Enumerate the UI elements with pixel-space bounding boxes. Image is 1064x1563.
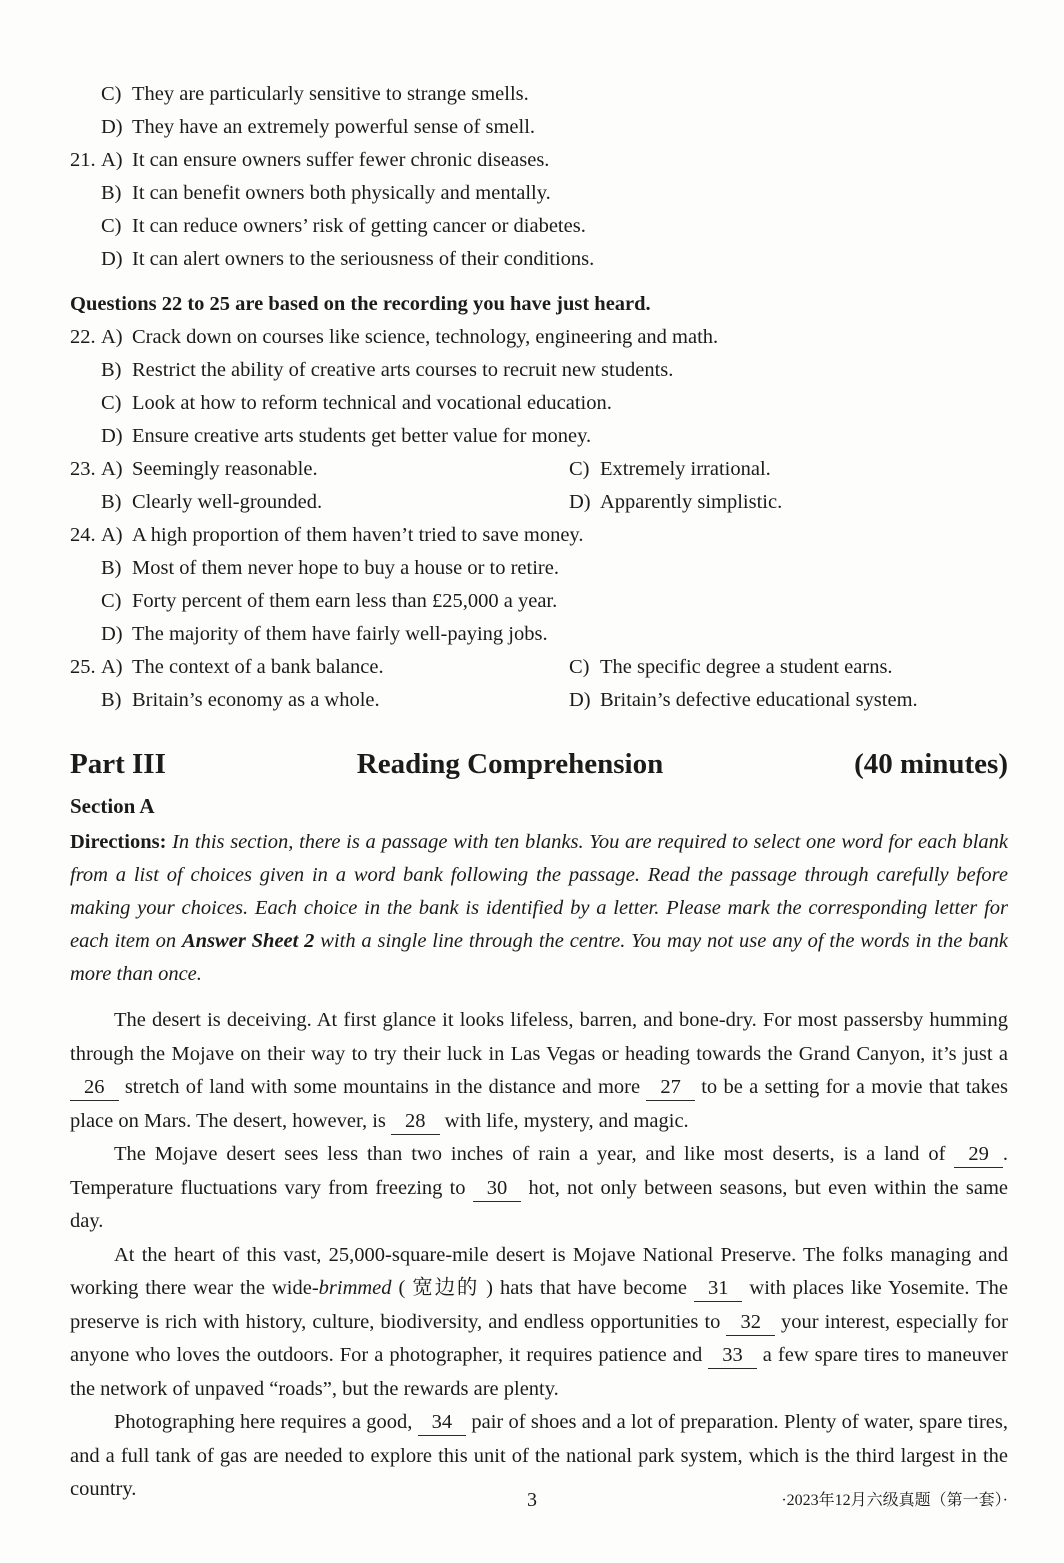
option-line bbox=[70, 243, 1008, 276]
passage-paragraph bbox=[70, 1138, 1008, 1239]
question-22 bbox=[70, 321, 1008, 453]
option-line bbox=[70, 387, 1008, 420]
option-cell bbox=[569, 684, 1008, 717]
question-number: 23. bbox=[70, 458, 96, 480]
option-text: Restrict the ability of creative arts courses to recruit new students. bbox=[132, 359, 674, 381]
directions-text: In this section, there is a passage with ten blanks. You are required to select one word for each blank from a list of choices given in a word bank following the passage. Read the passage through carefully before making your choices. Each choice in the bank is identified by a letter. Please mark the corresponding letter for each item on bbox=[70, 831, 1008, 952]
page-footer bbox=[0, 1487, 1064, 1513]
option-label: B) bbox=[101, 359, 122, 381]
passage-paragraph bbox=[70, 1004, 1008, 1138]
option-text: The majority of them have fairly well-paying jobs. bbox=[132, 623, 548, 645]
option-text: It can alert owners to the seriousness of their conditions. bbox=[132, 248, 595, 270]
option-cell bbox=[569, 486, 1008, 519]
question-21 bbox=[70, 144, 1008, 276]
question-number: 25. bbox=[70, 656, 96, 678]
passage-text: a few spare tires to maneuver the network of unpaved “roads”, but the rewards are plenty. bbox=[70, 1344, 1008, 1400]
blank-29: 29 bbox=[954, 1142, 1003, 1168]
option-row bbox=[70, 486, 1008, 519]
option-line bbox=[70, 321, 1008, 354]
option-cell bbox=[569, 453, 1008, 486]
directions-text: with a single line through the centre. You may not use any of the words in the bank more than once. bbox=[70, 930, 1008, 985]
option-cell bbox=[101, 651, 569, 684]
option-label: A) bbox=[101, 656, 123, 678]
option-text: The specific degree a student earns. bbox=[600, 656, 893, 678]
option-label: D) bbox=[569, 689, 591, 711]
option-label: B) bbox=[101, 491, 122, 513]
option-text: A high proportion of them haven’t tried to save money. bbox=[132, 524, 584, 546]
option-line bbox=[70, 420, 1008, 453]
option-cell bbox=[101, 486, 569, 519]
option-text: Clearly well-grounded. bbox=[132, 491, 323, 513]
option-text: Extremely irrational. bbox=[600, 458, 771, 480]
listening-section bbox=[70, 78, 1008, 717]
option-label: C) bbox=[101, 215, 122, 237]
option-cell bbox=[101, 453, 569, 486]
question-23 bbox=[70, 453, 1008, 519]
question-number: 21. bbox=[70, 149, 96, 171]
directions bbox=[70, 826, 1008, 991]
option-line bbox=[70, 210, 1008, 243]
option-line bbox=[70, 144, 1008, 177]
option-text: Britain’s defective educational system. bbox=[600, 689, 918, 711]
blank-30: 30 bbox=[473, 1176, 522, 1202]
part-title: Reading Comprehension bbox=[356, 748, 664, 780]
passage-text: The desert is deceiving. At first glance it looks lifeless, barren, and bone-dry. For most passersby humming through the Mojave on their way to try their luck in Las Vegas or heading towards the Grand Canyon, it’s just a bbox=[70, 1009, 1008, 1065]
passage-text: . Temperature fluctuations vary from freezing to bbox=[70, 1143, 1008, 1199]
option-label: C) bbox=[101, 392, 122, 414]
option-line bbox=[70, 111, 1008, 144]
blank-28: 28 bbox=[391, 1109, 440, 1135]
option-label: B) bbox=[101, 689, 122, 711]
blank-27: 27 bbox=[646, 1075, 695, 1101]
option-text: Apparently simplistic. bbox=[600, 491, 783, 513]
section-a-label: Section A bbox=[70, 794, 155, 818]
passage-text: The Mojave desert sees less than two inches of rain a year, and like most deserts, is a land of bbox=[114, 1143, 955, 1165]
option-text: Ensure creative arts students get better value for money. bbox=[132, 425, 592, 447]
directions-label: Directions: bbox=[70, 831, 167, 853]
option-text: Crack down on courses like science, technology, engineering and math. bbox=[132, 326, 719, 348]
option-line bbox=[70, 354, 1008, 387]
option-label: C) bbox=[101, 590, 122, 612]
option-row bbox=[70, 453, 1008, 486]
option-line bbox=[70, 78, 1008, 111]
option-line bbox=[70, 618, 1008, 651]
blank-33: 33 bbox=[708, 1343, 757, 1369]
option-text: It can benefit owners both physically and mentally. bbox=[132, 182, 551, 204]
option-text: Seemingly reasonable. bbox=[132, 458, 318, 480]
passage-text: ( 宽边的 ) hats that have become bbox=[391, 1277, 694, 1299]
passage-text: to be a setting for a movie that takes place on Mars. The desert, however, is bbox=[70, 1076, 1008, 1132]
blank-26: 26 bbox=[70, 1075, 119, 1101]
passage-text-italic: brimmed bbox=[318, 1277, 392, 1299]
option-label: B) bbox=[101, 182, 122, 204]
question-25 bbox=[70, 651, 1008, 717]
option-text: Most of them never hope to buy a house or to retire. bbox=[132, 557, 559, 579]
passage-text: stretch of land with some mountains in the distance and more bbox=[118, 1076, 647, 1098]
cloze-passage bbox=[70, 1004, 1008, 1507]
part-duration: (40 minutes) bbox=[854, 748, 1008, 780]
option-text: Britain’s economy as a whole. bbox=[132, 689, 380, 711]
option-text: They have an extremely powerful sense of smell. bbox=[132, 116, 536, 138]
option-label: D) bbox=[101, 623, 123, 645]
part3-heading bbox=[70, 744, 1008, 784]
option-label: A) bbox=[101, 149, 123, 171]
option-label: D) bbox=[101, 116, 123, 138]
option-label: C) bbox=[569, 458, 590, 480]
part-label: Part III bbox=[70, 748, 166, 780]
option-line bbox=[70, 552, 1008, 585]
passage-text: with life, mystery, and magic. bbox=[439, 1109, 689, 1132]
blank-34: 34 bbox=[418, 1410, 467, 1436]
option-line bbox=[70, 585, 1008, 618]
option-label: C) bbox=[101, 83, 122, 105]
blank-31: 31 bbox=[694, 1276, 743, 1302]
question-number: 22. bbox=[70, 326, 96, 348]
question-20-options bbox=[70, 78, 1008, 144]
question-24 bbox=[70, 519, 1008, 651]
option-text: It can ensure owners suffer fewer chronic diseases. bbox=[132, 149, 550, 171]
question-number: 24. bbox=[70, 524, 96, 546]
option-cell bbox=[569, 651, 1008, 684]
passage-text: Photographing here requires a good, bbox=[114, 1411, 418, 1433]
option-label: D) bbox=[569, 491, 591, 513]
option-label: C) bbox=[569, 656, 590, 678]
option-text: Forty percent of them earn less than £25,000 a year. bbox=[132, 590, 558, 612]
option-label: D) bbox=[101, 248, 123, 270]
option-label: A) bbox=[101, 458, 123, 480]
option-line bbox=[70, 519, 1008, 552]
passage-paragraph bbox=[70, 1239, 1008, 1407]
option-text: They are particularly sensitive to strange smells. bbox=[132, 83, 529, 105]
option-line bbox=[70, 177, 1008, 210]
option-label: A) bbox=[101, 326, 123, 348]
option-text: It can reduce owners’ risk of getting cancer or diabetes. bbox=[132, 215, 586, 237]
page-number: 3 bbox=[527, 1489, 537, 1511]
questions-22-25-header: Questions 22 to 25 are based on the recording you have just heard. bbox=[70, 293, 651, 315]
option-label: A) bbox=[101, 524, 123, 546]
option-row bbox=[70, 651, 1008, 684]
passage-text: your interest, especially for anyone who loves the outdoors. For a photographer, it requires patience and bbox=[70, 1310, 1008, 1366]
passage-text: At the heart of this vast, 25,000-square-mile desert is Mojave National Preserve. The folks managing and working there wear the wide- bbox=[70, 1243, 1008, 1299]
passage-text: with places like Yosemite. The preserve is rich with history, culture, biodiversity, and endless opportunities to bbox=[70, 1277, 1008, 1333]
option-label: B) bbox=[101, 557, 122, 579]
source-label: ·2023年12月六级真题（第一套）· bbox=[781, 1492, 1008, 1509]
option-cell bbox=[101, 684, 569, 717]
passage-text: pair of shoes and a lot of preparation. Plenty of water, spare tires, and a full tank of gas are needed to explore this unit of the national park system, which is the third largest in the country. bbox=[70, 1411, 1008, 1500]
passage-text: hot, not only between seasons, but even within the same day. bbox=[70, 1176, 1008, 1232]
answer-sheet-reference: Answer Sheet 2 bbox=[182, 930, 315, 952]
option-text: The context of a bank balance. bbox=[132, 656, 384, 678]
option-text: Look at how to reform technical and vocational education. bbox=[132, 392, 612, 414]
option-row bbox=[70, 684, 1008, 717]
blank-32: 32 bbox=[726, 1310, 775, 1336]
option-label: D) bbox=[101, 425, 123, 447]
